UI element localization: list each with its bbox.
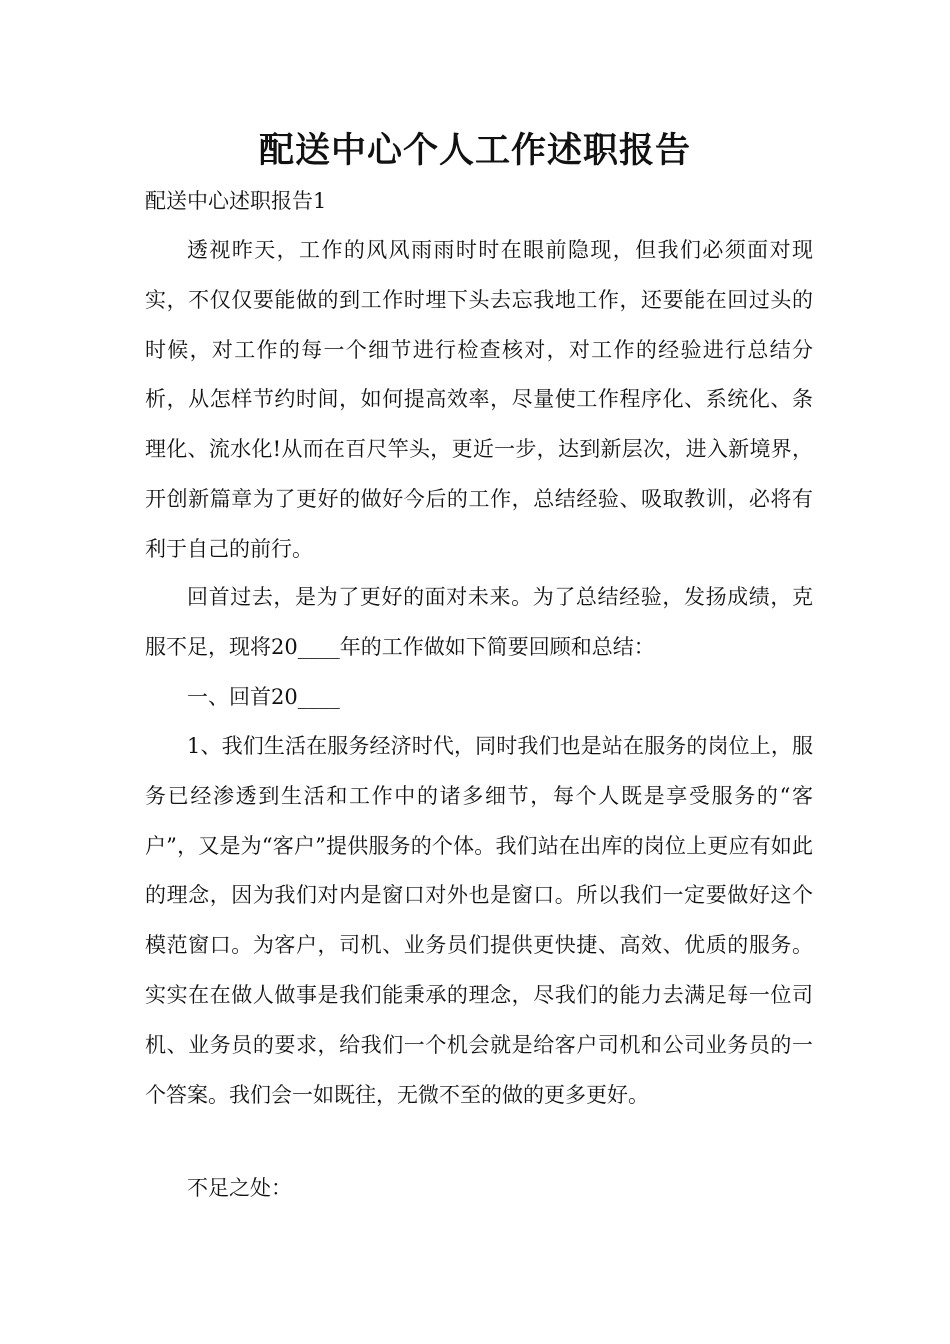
section-heading-review: 一、回首20____ [187, 685, 340, 709]
paragraph-review-summary: 回首过去，是为了更好的面对未来。为了总结经验，发扬成绩，克服不足，现将20____年的工作做如下简要回顾和总结： [145, 585, 813, 659]
section-heading-shortcomings: 不足之处： [187, 1176, 292, 1200]
paragraph-service-point-1: 1、我们生活在服务经济时代，同时我们也是站在服务的岗位上，服务已经渗透到生活和工作中的诸多细节，每个人既是享受服务的“客户”，又是为“客户”提供服务的个体。我们站在出库的岗位上更应有如此的理念，因为我们对内是窗口对外也是窗口。所以我们一定要做好这个模范窗口。为客户，司机、业务员们提供更快捷、高效、优质的服务。实实在在做人做事是我们能秉承的理念，尽我们的能力去满足每一位司机、业务员的要求，给我们一个机会就是给客户司机和公司业务员的一个答案。我们会一如既往，无微不至的做的更多更好。 [145, 734, 813, 1107]
document-subtitle: 配送中心述职报告1 [145, 189, 327, 213]
document-title: 配送中心个人工作述职报告 [258, 130, 691, 171]
paragraph-intro: 透视昨天，工作的风风雨雨时时在眼前隐现，但我们必须面对现实，不仅仅要能做的到工作时埋下头去忘我地工作，还要能在回过头的时候，对工作的每一个细节进行检查核对，对工作的经验进行总结分析，从怎样节约时间，如何提高效率，尽量使工作程序化、系统化、条理化、流水化!从而在百尺竿头，更近一步，达到新层次，进入新境界，开创新篇章为了更好的做好今后的工作，总结经验、吸取教训，必将有利于自己的前行。 [145, 238, 813, 561]
